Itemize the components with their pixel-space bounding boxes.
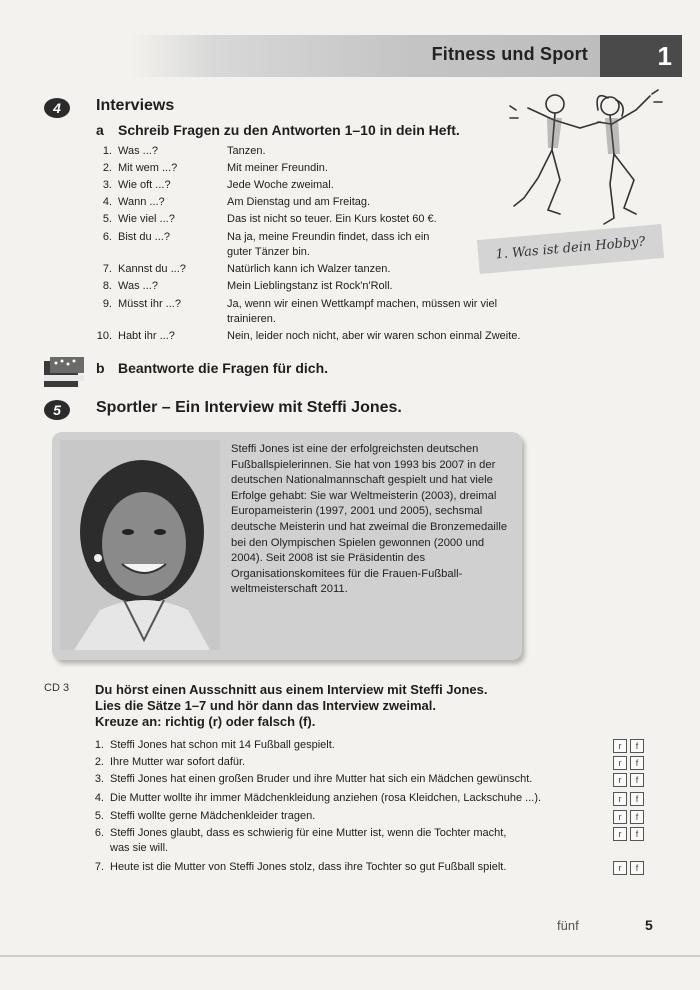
page-word: fünf [557, 918, 579, 933]
task-b-letter: b [96, 360, 105, 376]
answer-text: Natürlich kann ich Walzer tanzen. [227, 263, 391, 275]
answer-text: Na ja, meine Freundin findet, dass ich ein [227, 231, 430, 243]
question-stem: Müsst ihr ...? [118, 298, 181, 310]
statement-text: Steffi Jones glaubt, dass es schwierig für eine Mutter ist, wenn die Tochter macht, [110, 827, 507, 839]
statement-number: 5. [94, 810, 104, 822]
checkbox-richtig[interactable]: r [613, 810, 627, 824]
task-a-instruction: Schreib Fragen zu den Antworten 1–10 in dein Heft. [118, 122, 460, 138]
speech-bubble: 1. Was ist dein Hobby? [477, 224, 664, 274]
biography-text: Steffi Jones ist eine der erfolgreichsten deutschen Fußballspielerinnen. Sie hat von 1993 bis 2007 in der deutschen Nationalmannschaft gespielt und hat viele Erfolge gehabt: Sie war Weltmeisterin (2003), dreimal Europameisterin (1997, 2001 und 2005), sechsmal deutsche Meisterin und hat zweimal die Bronzemedaille bei den Olympischen Spielen gewonnen (2000 und 2004). Seit 2008 ist sie Präsidentin des Organisationskomitees für die Frauen-Fußball-weltmeisterschaft 2011. [231, 443, 508, 596]
answer-text: Mein Lieblingstanz ist Rock'n'Roll. [227, 280, 393, 292]
question-stem: Mit wem ...? [118, 162, 178, 174]
answer-text: Ja, wenn wir einen Wettkampf machen, müssen wir viel [227, 298, 498, 310]
listening-instructions: Du hörst einen Ausschnitt aus einem Interview mit Steffi Jones. Lies die Sätze 1–7 und hör dann das Interview zweimal. Kreuze an: richtig (r) oder falsch (f). [95, 682, 488, 729]
answer-text: Am Dienstag und am Freitag. [227, 196, 371, 208]
dancing-couple-illustration [500, 88, 670, 233]
question-number: 9. [102, 298, 112, 310]
checkbox-falsch[interactable]: f [630, 773, 644, 787]
statement-number: 1. [94, 739, 104, 751]
exercise-5-title: Sportler – Ein Interview mit Steffi Jones. [96, 399, 402, 416]
footer-divider [0, 955, 700, 957]
checkbox-falsch[interactable]: f [630, 810, 644, 824]
statement-text: Steffi wollte gerne Mädchenkleider tragen. [110, 810, 316, 822]
exercise-5-badge: 5 [44, 400, 70, 420]
answer-text: Jede Woche zweimal. [227, 179, 334, 191]
checkbox-richtig[interactable]: r [613, 827, 627, 841]
answer-text: Mit meiner Freundin. [227, 162, 328, 174]
statement-text: Heute ist die Mutter von Steffi Jones stolz, dass ihre Tochter so gut Fußball spielt. [110, 861, 507, 873]
answer-text: Tanzen. [227, 145, 266, 157]
checkbox-richtig[interactable]: r [613, 861, 627, 875]
checkbox-richtig[interactable]: r [613, 756, 627, 770]
answer-text: Das ist nicht so teuer. Ein Kurs kostet 60 €. [227, 213, 437, 225]
question-number: 4. [102, 196, 112, 208]
statement-text-cont: was sie will. [110, 842, 169, 854]
checkbox-falsch[interactable]: f [630, 739, 644, 753]
question-number: 6. [102, 231, 112, 243]
answer-text-cont: trainieren. [227, 313, 276, 325]
question-number: 8. [102, 280, 112, 292]
statement-text: Ihre Mutter war sofort dafür. [110, 756, 246, 768]
answer-text: Nein, leider noch nicht, aber wir waren schon einmal Zweite. [227, 330, 521, 342]
question-stem: Wie oft ...? [118, 179, 171, 191]
checkbox-falsch[interactable]: f [630, 756, 644, 770]
checkbox-richtig[interactable]: r [613, 773, 627, 787]
question-number: 10. [96, 330, 112, 342]
question-stem: Wann ...? [118, 196, 165, 208]
checkbox-falsch[interactable]: f [630, 861, 644, 875]
exercise-4-badge: 4 [44, 98, 70, 118]
checkbox-richtig[interactable]: r [613, 792, 627, 806]
page-number: 5 [645, 917, 653, 933]
steffi-jones-photo [60, 440, 220, 650]
question-stem: Kannst du ...? [118, 263, 186, 275]
checkbox-richtig[interactable]: r [613, 739, 627, 753]
question-stem: Habt ihr ...? [118, 330, 175, 342]
statement-number: 7. [94, 861, 104, 873]
chapter-number: 1 [657, 41, 672, 71]
statement-number: 6. [94, 827, 104, 839]
question-stem: Bist du ...? [118, 231, 170, 243]
question-stem: Wie viel ...? [118, 213, 175, 225]
question-number: 3. [102, 179, 112, 191]
answer-text-cont: guter Tänzer bin. [227, 246, 310, 258]
question-stem: Was ...? [118, 280, 158, 292]
page-title: Fitness und Sport [431, 44, 588, 64]
workbook-icon [42, 355, 86, 391]
checkbox-falsch[interactable]: f [630, 827, 644, 841]
statement-number: 4. [94, 792, 104, 804]
statement-text: Die Mutter wollte ihr immer Mädchenkleidung anziehen (rosa Kleidchen, Lackschuhe ...). [110, 792, 542, 804]
task-b-instruction: Beantworte die Fragen für dich. [118, 360, 329, 376]
checkbox-falsch[interactable]: f [630, 792, 644, 806]
exercise-4-title: Interviews [96, 97, 175, 114]
cd-track-label: CD 3 [44, 682, 70, 694]
statement-number: 3. [94, 773, 104, 785]
question-stem: Was ...? [118, 145, 158, 157]
question-number: 5. [102, 213, 112, 225]
statement-text: Steffi Jones hat einen großen Bruder und ihre Mutter hat sich ein Mädchen gewünscht. [110, 773, 533, 785]
question-number: 1. [102, 145, 112, 157]
statement-text: Steffi Jones hat schon mit 14 Fußball gespielt. [110, 739, 335, 751]
question-number: 2. [102, 162, 112, 174]
question-number: 7. [102, 263, 112, 275]
task-a-letter: a [96, 122, 104, 138]
statement-number: 2. [94, 756, 104, 768]
